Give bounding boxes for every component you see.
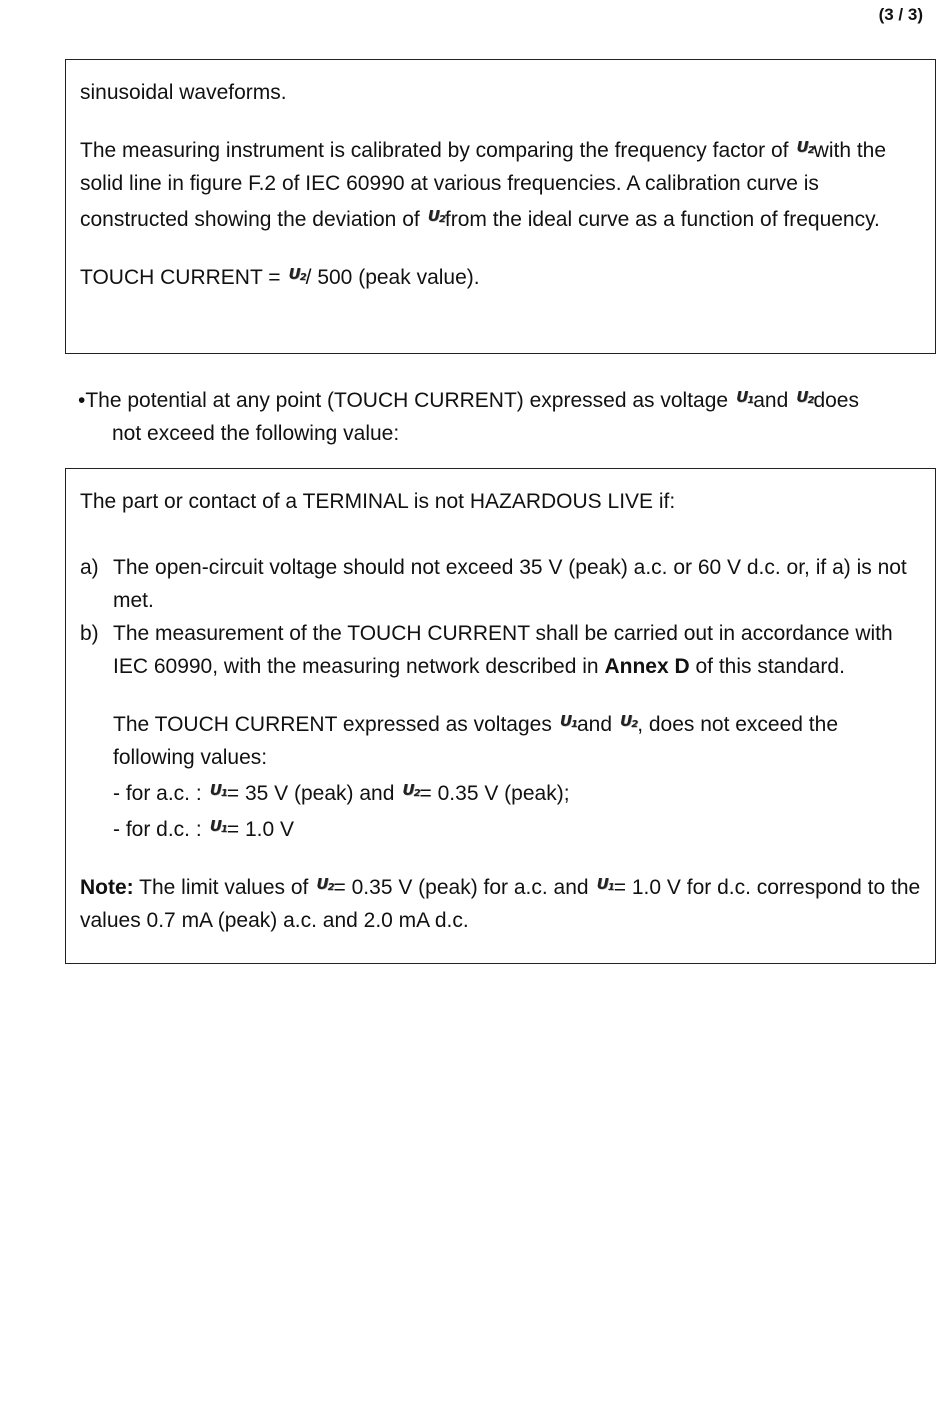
note-paragraph: Note: The limit values of $U_2= 0.35$ V (peak) for a.c. and $U_1= 1.0$ V for d.c. correspond to the values 0.7 mA (peak) a.c. and 2.0 mA d.c. (80, 868, 921, 937)
box1-para-1: sinusoidal waveforms. (80, 81, 287, 104)
u2-symbol-icon: $U_2$ (288, 265, 306, 283)
page-number: (3 / 3) (878, 5, 923, 24)
box1-para-2: The measuring instrument is calibrated by comparing the frequency factor of $U_2with$ the solid line in figure F.2 of IEC 60990 at various frequencies. A calibration curve is constructed showing the deviation of $U_2from$ the ideal curve as a function of frequency. (80, 131, 921, 236)
u1-symbol-icon: $U_1$ (209, 817, 227, 835)
box1-para-3: TOUCH CURRENT = $U_2/$ 500 (peak value). (80, 258, 921, 294)
bullet-paragraph: •The potential at any point (TOUCH CURRENT) expressed as voltage $U_1and$ $U_2does$ not exceed the following value: (78, 381, 938, 450)
u2-symbol-icon: $U_2$ (796, 388, 814, 406)
box2-intro: The part or contact of a TERMINAL is not HAZARDOUS LIVE if: (80, 490, 676, 513)
u2-symbol-icon: $U_2$ (427, 207, 445, 225)
annex-reference: Annex D (604, 655, 690, 678)
bullet-marker: • (78, 389, 86, 412)
calibration-box (65, 59, 936, 354)
list-item-a: a) The open-circuit voltage should not exceed 35 V (peak) a.c. or 60 V d.c. or, if a) is not met. (80, 556, 907, 612)
list-item-b: b) The measurement of the TOUCH CURRENT shall be carried out in accordance with IEC 60990, with the measuring network described in Annex D of this standard. (80, 622, 893, 678)
ac-limit: - for a.c. : $U_1= 35$ V (peak) and $U_2= 0.35$ V (peak); (80, 774, 921, 810)
u2-symbol-icon: $U_2$ (316, 875, 334, 893)
u2-symbol-icon: $U_2$ (402, 781, 420, 799)
u1-symbol-icon: $U_1$ (209, 781, 227, 799)
u1-symbol-icon: $U_1$ (736, 388, 754, 406)
u2-symbol-icon: $U_2$ (620, 712, 638, 730)
note-label: Note: (80, 876, 134, 899)
dc-limit: - for d.c. : $U_1= 1.0$ V (80, 810, 921, 846)
u1-symbol-icon: $U_1$ (559, 712, 577, 730)
u2-symbol-icon: $U_2$ (796, 138, 814, 156)
terminal-box (65, 468, 936, 964)
touch-current-limits: The TOUCH CURRENT expressed as voltages $U_1and$ $U_2$, does not exceed the following values: (80, 705, 921, 774)
u1-symbol-icon: $U_1$ (596, 875, 614, 893)
